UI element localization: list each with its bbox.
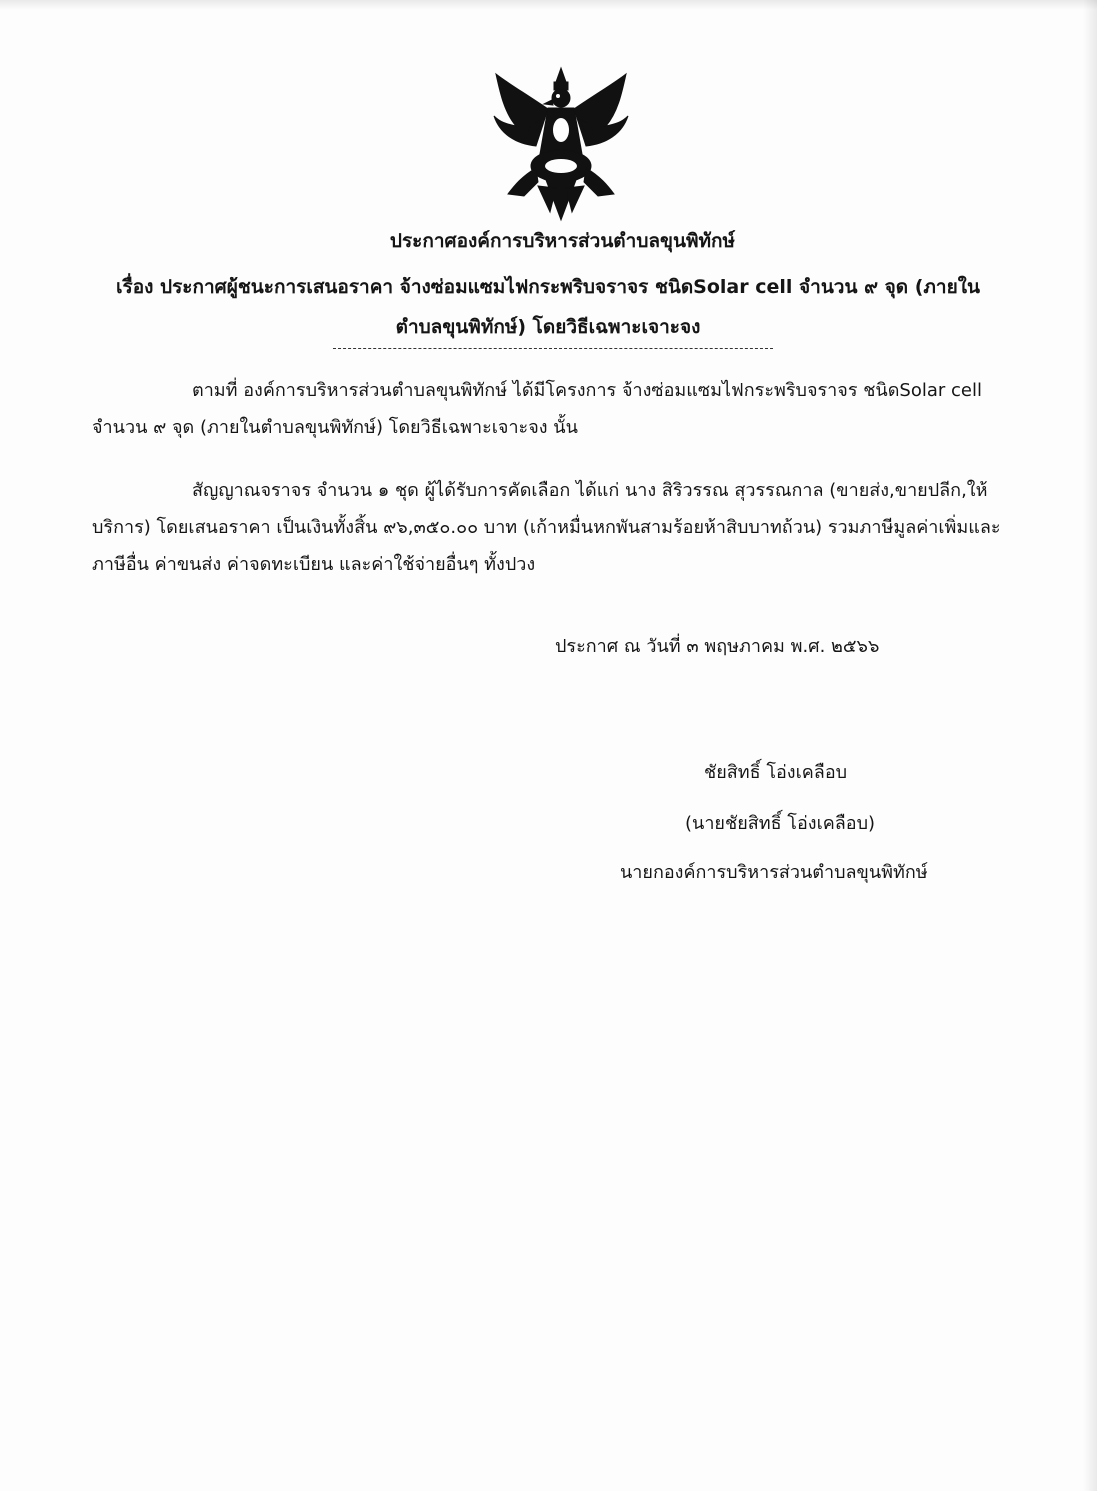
scan-top-shadow	[0, 0, 1097, 10]
signature-signed-name: ชัยสิทธิ์ โอ่งเคลือบ	[704, 762, 848, 783]
divider-line	[333, 348, 773, 349]
garuda-emblem-icon	[486, 64, 636, 224]
signature-position: นายกองค์การบริหารส่วนตำบลขุนพิทักษ์	[620, 862, 928, 883]
body-paragraph-1: ตามที่ องค์การบริหารส่วนตำบลขุนพิทักษ์ ได้มีโครงการ จ้างซ่อมแซมไฟกระพริบจราจร ชนิดSolar cell จำนวน ๙ จุด (ภายในตำบลขุนพิทักษ์) โดยวิธีเฉพาะเจาะจง นั้น	[92, 380, 982, 438]
body-paragraph-2: สัญญาณจราจร จำนวน ๑ ชุด ผู้ได้รับการคัดเลือก ได้แก่ นาง สิริวรรณ สุวรรณกาล (ขายส่ง,ขายปลีก,ให้บริการ) โดยเสนอราคา เป็นเงินทั้งสิ้น ๙๖,๓๕๐.๐๐ บาท (เก้าหมื่นหกพันสามร้อยห้าสิบบาทถ้วน) รวมภาษีมูลค่าเพิ่มและภาษีอื่น ค่าขนส่ง ค่าจดทะเบียน และค่าใช้จ่ายอื่นๆ ทั้งปวง	[92, 480, 1001, 575]
signature-printed-name: (นายชัยสิทธิ์ โอ่งเคลือบ)	[685, 813, 876, 834]
announcement-title: ประกาศองค์การบริหารส่วนตำบลขุนพิทักษ์	[389, 230, 736, 252]
announcement-date: ประกาศ ณ วันที่ ๓ พฤษภาคม พ.ศ. ๒๕๖๖	[555, 636, 880, 657]
announcement-subject: เรื่อง ประกาศผู้ชนะการเสนอราคา จ้างซ่อมแซมไฟกระพริบจราจร ชนิดSolar cell จำนวน ๙ จุด (ภายในตำบลขุนพิทักษ์) โดยวิธีเฉพาะเจาะจง	[116, 276, 980, 338]
scan-edge-shadow	[1083, 0, 1097, 1491]
